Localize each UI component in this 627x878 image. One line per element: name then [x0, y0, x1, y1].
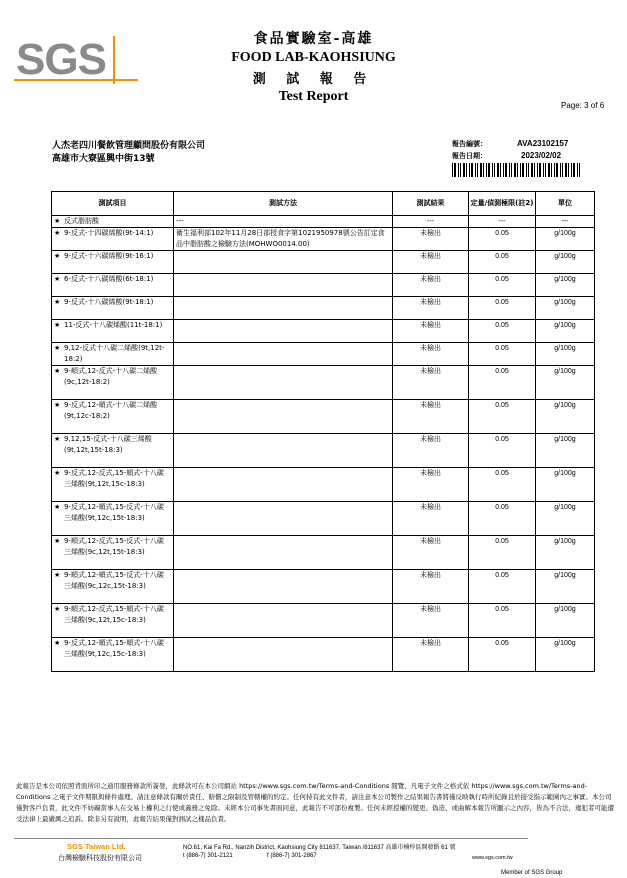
barcode-bar — [556, 163, 558, 177]
cell-result: 未檢出 — [393, 251, 469, 274]
cell-item — [52, 216, 174, 228]
col-header-unit: 單位 — [536, 192, 595, 216]
barcode-bar — [528, 163, 529, 177]
report-title-zh: 測 試 報 告 — [252, 72, 375, 87]
col-header-limit: 定量/偵測極限(註2) — [469, 192, 536, 216]
barcode-bar — [548, 163, 550, 177]
page-number: Page: 3 of 6 — [561, 101, 605, 110]
barcode-bar — [551, 163, 552, 177]
test-item-name: 9-反式-十六碳烯酸(9t-16:1) — [64, 252, 154, 260]
cell-unit: g/100g — [536, 536, 595, 570]
member-of-sgs: Member of SGS Group — [501, 870, 563, 876]
cell-limit: 0.05 — [469, 400, 536, 434]
cell-item — [52, 502, 174, 536]
barcode-bar — [568, 163, 569, 177]
star-icon: ★ — [54, 401, 61, 409]
lab-name-zh: 食品實驗室-高雄 — [253, 31, 374, 47]
star-icon: ★ — [54, 275, 61, 283]
cell-limit: 0.05 — [469, 297, 536, 320]
star-icon: ★ — [54, 503, 61, 511]
disclaimer-text: 此報告是本公司依照背面所印之通用服務條款所簽發，此條款可在本公司網站 https://www.sgs.com.tw/Terms-and-Conditions 閱覽，凡電子文件之格式依 https://www.sgs.com.tw/Terms-and-Conditions 之電子文件期限與條件處理。請注意條款有關於責任、賠償之限制及管轄權的約定。任何持有此文件者，請注意本公司製作之結果報告書將僅反映執行時所紀錄且於接受指示範圍內之事實。本公司僅對客戶負責，此文件不妨礙當事人在交易上權利之行使或義務之免除。未經本公司事先書面同意，此報告不可部份複製。任何未經授權的變更、偽造、或曲解本報告所顯示之內容，皆為不合法，違犯者可能遭受法律上最嚴厲之追訴。除非另有說明，此報告結果僅對測試之樣品負責。 — [16, 782, 614, 823]
cell-limit: 0.05 — [469, 434, 536, 468]
cell-item — [52, 570, 174, 604]
test-item-name: 9-順式,12-反式-十八碳二烯酸(9c,12t-18:2) — [64, 367, 158, 386]
cell-item — [52, 274, 174, 297]
barcode-bar — [565, 163, 567, 177]
star-icon: ★ — [54, 571, 61, 579]
cell-unit: g/100g — [536, 274, 595, 297]
barcode-bar — [517, 163, 518, 177]
cell-limit: 0.05 — [469, 251, 536, 274]
cell-result: 未檢出 — [393, 604, 469, 638]
cell-result: 未檢出 — [393, 297, 469, 320]
barcode-bar — [579, 163, 580, 177]
table-row — [52, 638, 595, 672]
barcode-bar — [460, 163, 461, 177]
cell-result: 未檢出 — [393, 638, 469, 672]
barcode-bar — [554, 163, 555, 177]
table-row — [52, 343, 595, 366]
cell-method — [174, 366, 393, 400]
table-row — [52, 468, 595, 502]
svg-text:SGS: SGS — [16, 36, 106, 84]
barcode-bar — [520, 163, 521, 177]
report-title-en: Test Report — [278, 89, 349, 104]
test-item-name: 9-反式-十四碳烯酸(9t-14:1) — [64, 229, 154, 237]
test-item-name: 9,12,15-反式-十八碳三烯酸(9t,12t,15t-18:3) — [64, 435, 152, 454]
barcode-bar — [505, 163, 507, 177]
barcode-bar — [488, 163, 490, 177]
cell-result: 未檢出 — [393, 274, 469, 297]
report-no-label: 報告編號： — [452, 140, 487, 148]
star-icon: ★ — [54, 344, 61, 352]
col-header-method: 測試方法 — [174, 192, 393, 216]
star-icon: ★ — [54, 435, 61, 443]
report-date: 2023/02/02 — [521, 151, 562, 160]
cell-result: 未檢出 — [393, 366, 469, 400]
table-row — [52, 320, 595, 343]
cell-item — [52, 638, 174, 672]
test-item-name: 6-反式-十八碳烯酸(6t-18:1) — [64, 275, 154, 283]
cell-item — [52, 366, 174, 400]
cell-unit: g/100g — [536, 604, 595, 638]
cell-limit: 0.05 — [469, 604, 536, 638]
star-icon: ★ — [54, 217, 61, 225]
company-website: www.sgs.com.tw — [472, 855, 513, 861]
cell-result: --- — [393, 216, 469, 228]
barcode-bar — [545, 163, 546, 177]
cell-limit: 0.05 — [469, 228, 536, 251]
table-row — [52, 297, 595, 320]
table-row — [52, 400, 595, 434]
cell-limit: 0.05 — [469, 366, 536, 400]
cell-unit: g/100g — [536, 366, 595, 400]
barcode-bar — [500, 163, 501, 177]
table-row — [52, 604, 595, 638]
cell-limit: 0.05 — [469, 468, 536, 502]
barcode-bar — [492, 163, 493, 177]
cell-unit: g/100g — [536, 434, 595, 468]
cell-limit: 0.05 — [469, 536, 536, 570]
table-row — [52, 274, 595, 297]
barcode-bar — [486, 163, 487, 177]
result-table — [51, 191, 595, 672]
test-item-name: 9-順式,12-反式,15-順式-十八碳三烯酸(9c,12t,15c-18:3) — [64, 605, 164, 624]
barcode-bar — [577, 163, 578, 177]
star-icon: ★ — [54, 469, 61, 477]
cell-method — [174, 468, 393, 502]
cell-limit: 0.05 — [469, 274, 536, 297]
client-address: 高雄市大寮區興中街13號 — [52, 154, 155, 164]
barcode-bar — [483, 163, 484, 177]
cell-limit: 0.05 — [469, 320, 536, 343]
cell-unit: g/100g — [536, 343, 595, 366]
cell-method — [174, 570, 393, 604]
col-header-result: 測試結果 — [393, 192, 469, 216]
barcode-bar — [477, 163, 478, 177]
test-item-name: 9-順式,12-順式,15-反式-十八碳三烯酸(9c,12c,15t-18:3) — [64, 571, 164, 590]
barcode-bar — [480, 163, 482, 177]
barcode-bar — [522, 163, 524, 177]
test-item-name: 9-反式-十八碳烯酸(9t-18:1) — [64, 298, 154, 306]
cell-limit: 0.05 — [469, 343, 536, 366]
barcode-bar — [469, 163, 470, 177]
test-item-name: 9-順式,12-反式,15-反式-十八碳三烯酸(9c,12t,15t-18:3) — [64, 537, 164, 556]
star-icon: ★ — [54, 639, 61, 647]
barcode-bar — [571, 163, 572, 177]
cell-method: --- — [174, 216, 393, 228]
barcode-bar — [573, 163, 575, 177]
table-row — [52, 251, 595, 274]
barcode-bar — [537, 163, 538, 177]
barcode-bar — [458, 163, 459, 177]
test-item-name: 9-反式,12-反式,15-順式-十八碳三烯酸(9t,12t,15c-18:3) — [64, 469, 164, 488]
company-phone: t (886-7) 301-2121 — [183, 853, 233, 859]
cell-method — [174, 604, 393, 638]
star-icon: ★ — [54, 605, 61, 613]
cell-unit: g/100g — [536, 251, 595, 274]
cell-unit: g/100g — [536, 638, 595, 672]
cell-result: 未檢出 — [393, 468, 469, 502]
cell-method — [174, 343, 393, 366]
barcode-bar — [497, 163, 499, 177]
company-fax: f (886-7) 301-2867 — [267, 853, 317, 859]
cell-method — [174, 251, 393, 274]
company-name-en: SGS Taiwan Ltd. — [67, 842, 126, 851]
footer-divider — [14, 838, 528, 839]
report-date-label: 報告日期： — [452, 152, 487, 160]
barcode-bar — [560, 163, 561, 177]
table-header-row — [52, 192, 595, 216]
report-no: AVA23102157 — [517, 139, 569, 148]
cell-method — [174, 297, 393, 320]
cell-result: 未檢出 — [393, 434, 469, 468]
cell-unit: g/100g — [536, 468, 595, 502]
test-item-name: 9-反式,12-順式,15-順式-十八碳三烯酸(9t,12c,15c-18:3) — [64, 639, 164, 658]
cell-result: 未檢出 — [393, 536, 469, 570]
cell-unit: --- — [536, 216, 595, 228]
star-icon: ★ — [54, 321, 61, 329]
cell-item — [52, 536, 174, 570]
cell-limit: 0.05 — [469, 570, 536, 604]
barcode-bar — [471, 163, 473, 177]
test-item-name: 9-反式,12-順式,15-反式-十八碳三烯酸(9t,12c,15t-18:3) — [64, 503, 164, 522]
star-icon: ★ — [54, 229, 61, 237]
cell-method — [174, 638, 393, 672]
cell-limit: --- — [469, 216, 536, 228]
cell-method: 衛生福利部102年11月28日部授食字第1021950978號公告訂定食品中脂肪酸之檢驗方法(MOHWO0014.00) — [174, 228, 393, 251]
test-item-name: 11-反式-十八碳烯酸(11t-18:1) — [64, 321, 163, 329]
cell-method — [174, 400, 393, 434]
cell-item — [52, 434, 174, 468]
cell-unit: g/100g — [536, 297, 595, 320]
cell-limit: 0.05 — [469, 502, 536, 536]
cell-method — [174, 502, 393, 536]
cell-unit: g/100g — [536, 228, 595, 251]
barcode-bar — [466, 163, 467, 177]
barcode-bar — [475, 163, 476, 177]
star-icon: ★ — [54, 367, 61, 375]
cell-unit: g/100g — [536, 502, 595, 536]
barcode-bar — [452, 163, 453, 177]
cell-unit: g/100g — [536, 320, 595, 343]
cell-item — [52, 297, 174, 320]
barcode-bar — [531, 163, 533, 177]
cell-item — [52, 343, 174, 366]
cell-result: 未檢出 — [393, 400, 469, 434]
star-icon: ★ — [54, 537, 61, 545]
barcode-bar — [509, 163, 510, 177]
client-name: 人杰老四川餐飲管理顧問股份有限公司 — [52, 141, 206, 151]
barcode-bar — [454, 163, 456, 177]
table-row — [52, 502, 595, 536]
cell-method — [174, 274, 393, 297]
lab-name-en: FOOD LAB-KAOHSIUNG — [231, 50, 396, 65]
table-body — [52, 216, 595, 672]
cell-item — [52, 251, 174, 274]
test-item-name: 9-反式,12-順式-十八碳二烯酸(9t,12c-18:2) — [64, 401, 158, 420]
cell-item — [52, 400, 174, 434]
cell-unit: g/100g — [536, 570, 595, 604]
barcode-bar — [503, 163, 504, 177]
test-item-name: 9,12-反式十八碳二烯酸(9t,12t-18:2) — [64, 344, 165, 363]
barcode-bar — [511, 163, 512, 177]
cell-result: 未檢出 — [393, 343, 469, 366]
cell-result: 未檢出 — [393, 502, 469, 536]
star-icon: ★ — [54, 252, 61, 260]
cell-result: 未檢出 — [393, 570, 469, 604]
company-address: NO.61, Kai Fa Rd., Nanzih District, Kaohsiung City 811637, Taiwan /811637 高雄市楠梓區開發路 61 號 — [183, 845, 456, 851]
cell-item — [52, 228, 174, 251]
table-row — [52, 228, 595, 251]
table-row — [52, 570, 595, 604]
barcode-bar — [526, 163, 527, 177]
table-row — [52, 536, 595, 570]
col-header-item: 測試項目 — [52, 192, 174, 216]
barcode-bar — [494, 163, 495, 177]
star-icon: ★ — [54, 298, 61, 306]
cell-method — [174, 434, 393, 468]
barcode-bar — [562, 163, 563, 177]
cell-result: 未檢出 — [393, 228, 469, 251]
cell-method — [174, 536, 393, 570]
cell-item — [52, 468, 174, 502]
barcode-bar — [514, 163, 516, 177]
table-row — [52, 216, 595, 228]
barcode — [452, 163, 580, 177]
table-row — [52, 366, 595, 400]
cell-item — [52, 604, 174, 638]
cell-unit: g/100g — [536, 400, 595, 434]
cell-result: 未檢出 — [393, 320, 469, 343]
test-item-name: 反式脂肪酸 — [64, 217, 99, 225]
company-name-zh: 台灣檢驗科技股份有限公司 — [58, 854, 142, 862]
barcode-bar — [539, 163, 541, 177]
barcode-bar — [463, 163, 465, 177]
barcode-bar — [534, 163, 535, 177]
cell-limit: 0.05 — [469, 638, 536, 672]
table-row — [52, 434, 595, 468]
barcode-bar — [543, 163, 544, 177]
cell-item — [52, 320, 174, 343]
cell-method — [174, 320, 393, 343]
